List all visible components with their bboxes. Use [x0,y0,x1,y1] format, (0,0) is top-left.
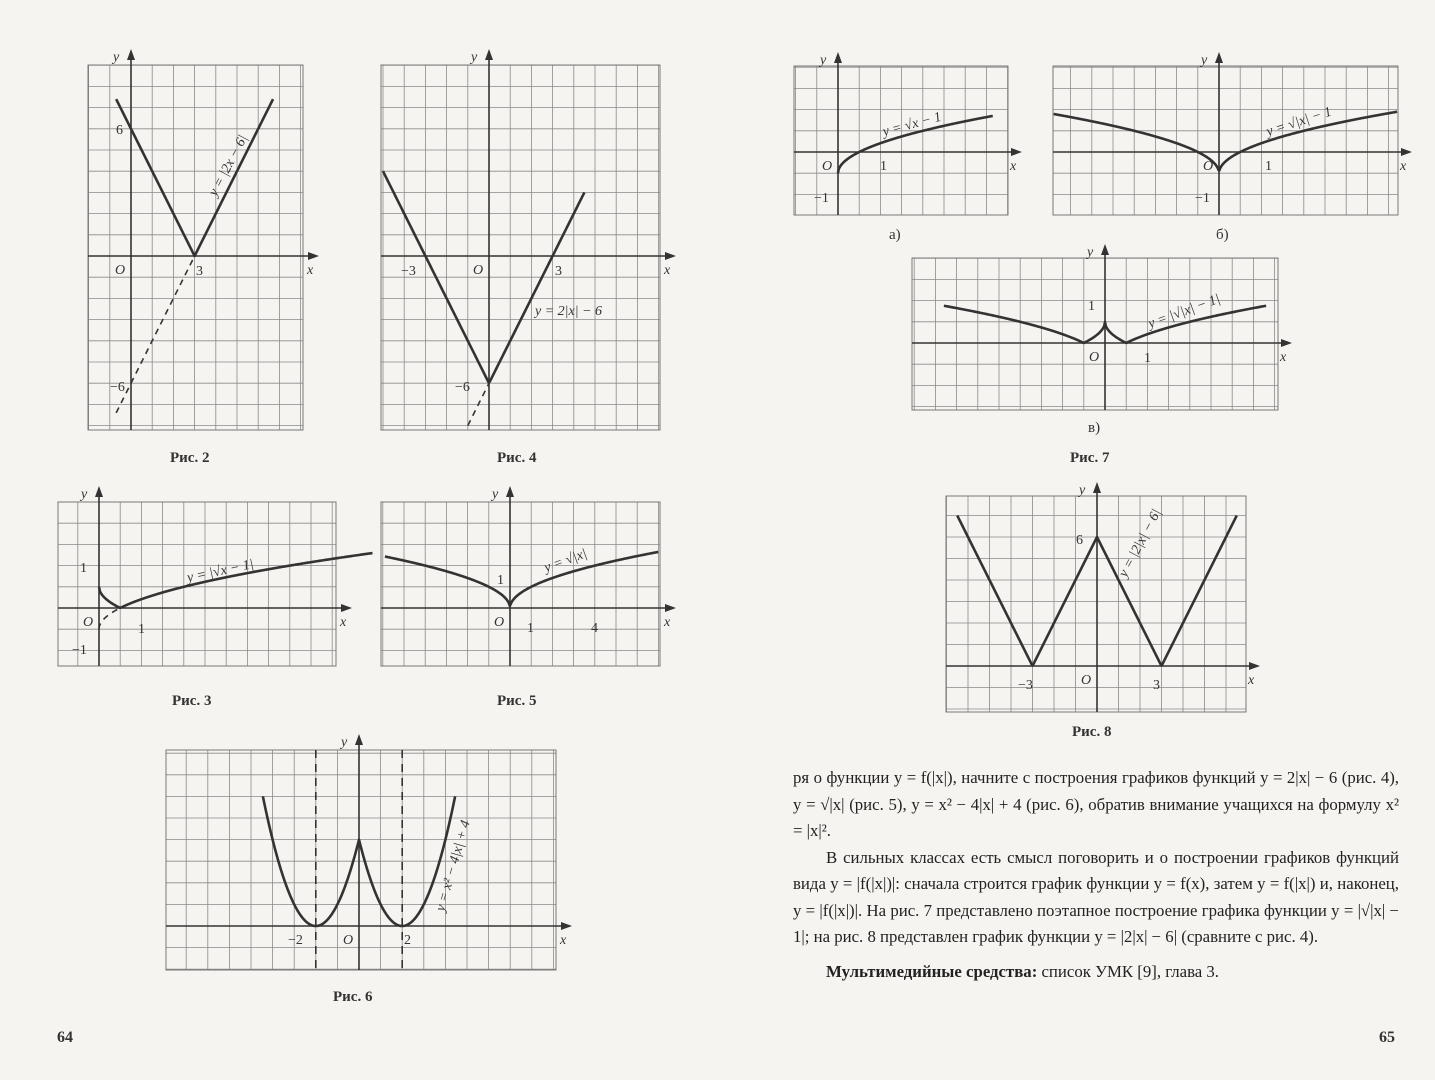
x-tick-2: 2 [404,933,411,948]
fig5-caption: Рис. 5 [497,693,537,709]
x-axis-label: x [340,615,347,630]
x-axis-arrow [1011,148,1022,156]
origin-label: O [473,263,484,278]
x-axis-arrow [561,922,572,930]
y-tick-1: 1 [497,573,504,588]
multimedia-label: Мультимедийные средства: [826,961,1038,981]
figure-4 [381,50,671,430]
y-axis-arrow [355,734,363,745]
figure-7b [1053,53,1407,215]
x-axis-label: x [560,933,567,948]
x-axis-arrow [1401,148,1412,156]
origin-label: O [83,615,94,630]
y-tick-6: 6 [1076,533,1083,548]
y-tick-neg1: −1 [72,643,87,658]
curve-sqrt-absx-1 [1054,112,1397,171]
x-tick-1: 1 [880,159,887,174]
y-tick-1: 1 [80,561,87,576]
x-tick-neg3: −3 [1018,678,1033,693]
x-tick-4: 4 [591,621,598,636]
x-tick-1: 1 [1265,159,1272,174]
figure-8 [946,483,1255,712]
origin-label: O [115,263,126,278]
x-axis-arrow [1249,662,1260,670]
formula-fig5: y = √|x| [542,546,589,576]
curve-sqrt-abs-x [385,552,658,606]
y-axis-arrow [1101,244,1109,255]
page-number-right: 65 [1379,1029,1395,1046]
fig3-caption: Рис. 3 [172,693,212,709]
origin-label: O [822,159,833,174]
formula-fig7b: y = √|x| − 1 [1264,104,1334,140]
formula-fig7a: y = √x − 1 [881,109,944,140]
y-tick-1: 1 [1088,299,1095,314]
y-axis-label: y [471,50,478,65]
figure-2 [88,50,314,430]
x-tick-3: 3 [555,264,562,279]
y-tick-neg1: −1 [1195,191,1210,206]
fig7a-graph [794,53,1017,215]
y-axis-arrow [127,49,135,60]
fig7c-graph [912,245,1287,410]
dashed-line-2x-6 [116,256,194,413]
x-tick-3: 3 [1153,678,1160,693]
fig7b-graph [1053,53,1407,215]
y-axis-arrow [1093,482,1101,493]
origin-label: O [1203,159,1214,174]
formula-fig8: y = |2|x| − 6| [1116,506,1165,580]
fig4-caption: Рис. 4 [497,450,537,466]
fig2-graph [88,50,314,430]
grid-border [946,496,1246,712]
fig8-graph [946,483,1255,712]
fig7-caption: Рис. 7 [1070,450,1110,466]
fig6-caption: Рис. 6 [333,989,373,1005]
y-axis-label: y [341,735,348,750]
y-axis-arrow [506,486,514,497]
x-axis-label: x [1280,350,1287,365]
x-axis-label: x [664,615,671,630]
body-text [793,765,1399,985]
fig7a-sublabel: а) [889,227,901,243]
x-axis-label: x [307,263,314,278]
y-axis-arrow [834,52,842,63]
y-axis-label: y [113,50,120,65]
grid-border [381,502,660,666]
y-axis-label: y [1201,53,1208,68]
x-tick-1: 1 [527,621,534,636]
x-axis-arrow [665,604,676,612]
y-axis-label: y [1079,483,1086,498]
x-tick-1: 1 [1144,351,1151,366]
y-axis-arrow [1215,52,1223,63]
fig2-caption: Рис. 2 [170,450,210,466]
formula-fig7c: y = |√|x| − 1| [1146,291,1223,332]
multimedia-text: список УМК [9], глава 3. [1037,961,1220,981]
x-axis-arrow [308,252,319,260]
y-axis-label: y [492,487,499,502]
figure-7c [912,245,1287,410]
fig4-graph [381,50,671,430]
fig5-graph [381,487,671,666]
x-axis-label: x [1400,159,1407,174]
grid-border [88,65,303,430]
figure-3 [58,487,347,666]
grid-border [166,750,556,970]
x-axis-label: x [1010,159,1017,174]
fig7c-sublabel: в) [1088,420,1101,436]
x-axis-arrow [341,604,352,612]
figure-6 [166,735,567,970]
figure-7a [794,53,1017,215]
paragraph-1: ря о функции y = f(|x|), начните с построения графиков функций y = 2|x| − 6 (рис. 4), y = √|x| (рис. 5), y = x² − 4|x| + 4 (рис. 6), обратив внимание учащихся на формулу x² = |x|². [793,768,1399,840]
formula-fig4: y = 2|x| − 6 [535,304,603,319]
x-axis-label: x [664,263,671,278]
y-axis-label: y [1087,245,1094,260]
multimedia-line [793,959,1399,986]
y-tick-neg1: −1 [814,191,829,206]
fig8-caption: Рис. 8 [1072,724,1112,740]
y-axis-label: y [820,53,827,68]
y-axis-label: y [81,487,88,502]
y-tick-neg6: −6 [455,380,470,395]
y-tick-6: 6 [116,123,123,138]
fig3-graph [58,487,347,666]
origin-label: O [343,933,354,948]
x-tick-1: 1 [138,622,145,637]
figure-5 [381,487,671,666]
x-axis-label: x [1248,673,1255,688]
fig6-graph [166,735,567,970]
grid-border [381,65,660,430]
origin-label: O [494,615,505,630]
x-tick-neg2: −2 [288,933,303,948]
y-axis-arrow [95,486,103,497]
origin-label: O [1081,673,1092,688]
paragraph-2: В сильных классах есть смысл поговорить и о построении графиков функций вида y = |f(|x|)|: сначала строится график функции y = f(x), затем y = f(|x|) и, наконец, y = |f(|x|)|. На рис. 7 представлено поэтапное построение графика функции y = |√|x| − 1|; на рис. 8 представлен график функции y = |2|x| − 6| (сравните с рис. 4). [793,847,1399,946]
fig7b-sublabel: б) [1216,227,1229,243]
x-tick-3: 3 [196,264,203,279]
formula-fig6: y = x² − 4|x| + 4 [433,818,474,914]
x-axis-arrow [1281,339,1292,347]
page-number-left: 64 [57,1029,73,1046]
origin-label: O [1089,350,1100,365]
y-tick-neg6: −6 [110,380,125,395]
formula-fig3: y = |√x − 1| [185,557,256,586]
formula-fig2: y = |2x − 6| [206,132,252,199]
grid-border [912,258,1278,410]
y-axis-arrow [485,49,493,60]
x-axis-arrow [665,252,676,260]
dashed-sqrt-x-1 [99,608,120,629]
x-tick-neg3: −3 [401,264,416,279]
